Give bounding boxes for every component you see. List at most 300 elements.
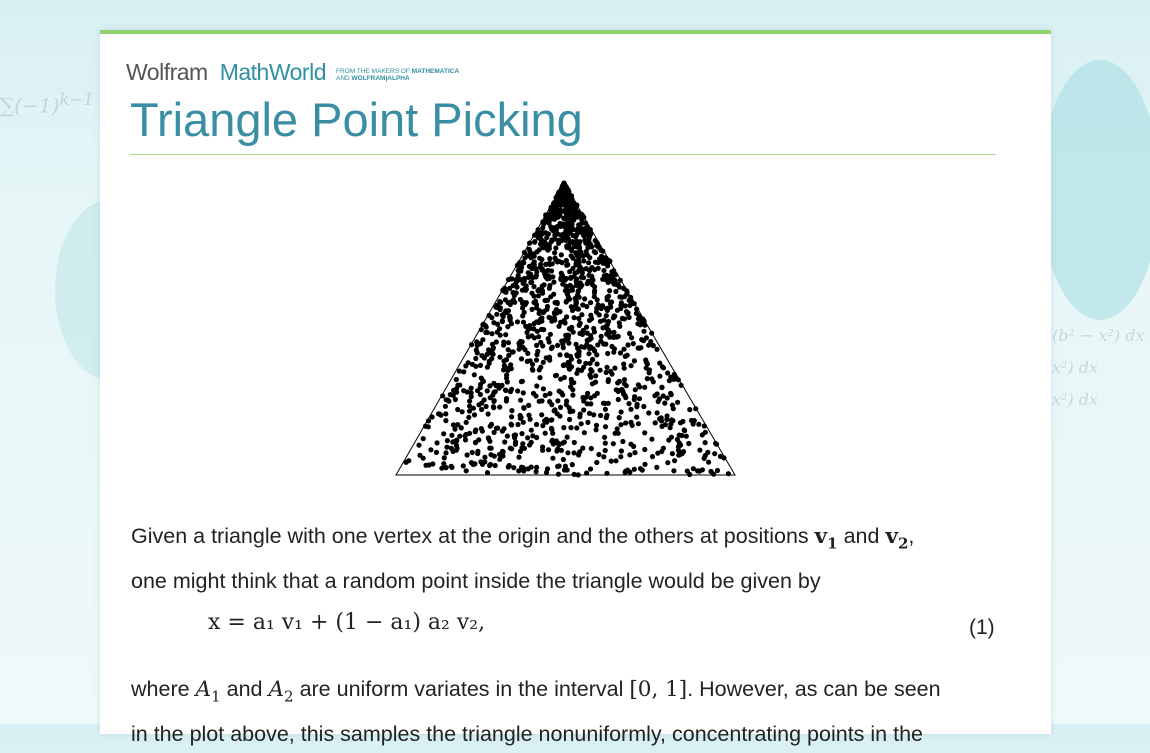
sample-point bbox=[619, 409, 624, 414]
sample-point bbox=[594, 460, 599, 465]
sample-point bbox=[586, 273, 591, 278]
sample-point bbox=[455, 383, 460, 388]
sample-point bbox=[581, 407, 586, 412]
sample-point bbox=[672, 458, 677, 463]
sample-point bbox=[565, 467, 570, 472]
sample-point bbox=[534, 383, 539, 388]
sample-point bbox=[428, 447, 433, 452]
sample-point bbox=[479, 327, 484, 332]
sample-point bbox=[548, 207, 553, 212]
sample-point bbox=[538, 262, 543, 267]
sample-point bbox=[621, 347, 626, 352]
p1-text-a: Given a triangle with one vertex at the origin and the others at positions bbox=[131, 524, 815, 548]
sample-point bbox=[538, 235, 543, 240]
sample-point bbox=[494, 426, 499, 431]
sample-point bbox=[574, 203, 579, 208]
sample-point bbox=[659, 385, 664, 390]
A2-symbol: A bbox=[268, 677, 285, 702]
sample-point bbox=[561, 221, 566, 226]
sample-point bbox=[521, 390, 526, 395]
sample-point bbox=[523, 288, 528, 293]
sample-point bbox=[629, 335, 634, 340]
sample-point bbox=[485, 388, 490, 393]
sample-point bbox=[561, 181, 566, 186]
sample-point bbox=[558, 207, 563, 212]
sample-point bbox=[567, 417, 572, 422]
sample-point bbox=[632, 358, 637, 363]
sample-point bbox=[533, 393, 538, 398]
sample-point bbox=[465, 452, 470, 457]
sample-point bbox=[670, 451, 675, 456]
sample-point bbox=[480, 337, 485, 342]
sample-point bbox=[642, 323, 647, 328]
sample-point bbox=[472, 412, 477, 417]
sample-point bbox=[687, 407, 692, 412]
sample-point bbox=[500, 449, 505, 454]
sample-point bbox=[551, 280, 556, 285]
sample-point bbox=[489, 331, 494, 336]
sample-point bbox=[487, 313, 492, 318]
sample-point bbox=[679, 383, 684, 388]
p2-and: and bbox=[220, 677, 269, 701]
sample-point bbox=[461, 369, 466, 374]
sample-point bbox=[442, 455, 447, 460]
sample-point bbox=[657, 374, 662, 379]
sample-point bbox=[594, 427, 599, 432]
sample-point bbox=[662, 401, 667, 406]
sample-point bbox=[576, 472, 581, 477]
sample-point bbox=[563, 284, 568, 289]
sample-point bbox=[506, 353, 511, 358]
sample-point bbox=[603, 448, 608, 453]
sample-point bbox=[497, 326, 502, 331]
sample-point bbox=[521, 420, 526, 425]
sample-point bbox=[561, 275, 566, 280]
sample-point bbox=[638, 466, 643, 471]
sample-point bbox=[479, 407, 484, 412]
sample-point bbox=[568, 384, 573, 389]
sample-point bbox=[435, 440, 440, 445]
sample-point bbox=[577, 331, 582, 336]
sample-point bbox=[665, 460, 670, 465]
sample-point bbox=[573, 210, 578, 215]
sample-point bbox=[498, 333, 503, 338]
p3-text: in the plot above, this samples the triangle nonuniformly, concentrating points in the bbox=[131, 722, 923, 747]
sample-point bbox=[588, 367, 593, 372]
sample-point bbox=[567, 326, 572, 331]
sample-point bbox=[546, 231, 551, 236]
sample-point bbox=[526, 413, 531, 418]
sample-point bbox=[521, 320, 526, 325]
sample-point bbox=[567, 361, 572, 366]
sample-point bbox=[620, 439, 625, 444]
sample-point bbox=[629, 363, 634, 368]
sample-point bbox=[509, 276, 514, 281]
sample-point bbox=[538, 365, 543, 370]
sample-point bbox=[513, 439, 518, 444]
sample-point bbox=[567, 269, 572, 274]
sample-point bbox=[588, 466, 593, 471]
sample-point bbox=[593, 380, 598, 385]
sample-point bbox=[661, 393, 666, 398]
sample-point bbox=[623, 354, 628, 359]
sample-point bbox=[491, 381, 496, 386]
sample-point bbox=[526, 334, 531, 339]
sample-point bbox=[443, 450, 448, 455]
sample-point bbox=[555, 398, 560, 403]
sample-point bbox=[637, 313, 642, 318]
sample-point bbox=[632, 467, 637, 472]
sample-point bbox=[655, 410, 660, 415]
sample-point bbox=[607, 288, 612, 293]
sample-point bbox=[692, 418, 697, 423]
sample-point bbox=[537, 399, 542, 404]
sample-point bbox=[495, 322, 500, 327]
sample-point bbox=[559, 448, 564, 453]
sample-point bbox=[475, 449, 480, 454]
sample-point bbox=[461, 463, 466, 468]
sample-point bbox=[529, 428, 534, 433]
sample-point bbox=[569, 304, 574, 309]
sample-point bbox=[554, 214, 559, 219]
sample-point bbox=[570, 256, 575, 261]
sample-point bbox=[605, 351, 610, 356]
sample-point bbox=[532, 294, 537, 299]
sample-point bbox=[631, 341, 636, 346]
sample-point bbox=[668, 375, 673, 380]
sample-point bbox=[430, 461, 435, 466]
sample-point bbox=[625, 342, 630, 347]
sample-point bbox=[604, 413, 609, 418]
sample-point bbox=[544, 470, 549, 475]
background-ornament-right bbox=[1040, 60, 1150, 320]
sample-point bbox=[547, 283, 552, 288]
sample-point bbox=[515, 422, 520, 427]
sample-point bbox=[687, 472, 692, 477]
sample-point bbox=[488, 424, 493, 429]
sample-point bbox=[511, 349, 516, 354]
sample-point bbox=[565, 333, 570, 338]
sample-point bbox=[459, 425, 464, 430]
sample-point bbox=[627, 315, 632, 320]
sample-point bbox=[516, 455, 521, 460]
sample-point bbox=[561, 425, 566, 430]
sample-point bbox=[609, 459, 614, 464]
sample-point bbox=[596, 245, 601, 250]
sample-point bbox=[669, 417, 674, 422]
sample-point bbox=[587, 318, 592, 323]
sample-point bbox=[649, 376, 654, 381]
sample-point bbox=[607, 258, 612, 263]
sample-point bbox=[587, 234, 592, 239]
sample-point bbox=[484, 404, 489, 409]
sample-point bbox=[485, 365, 490, 370]
sample-point bbox=[675, 400, 680, 405]
sample-point bbox=[602, 435, 607, 440]
sample-point bbox=[712, 451, 717, 456]
sample-point bbox=[653, 420, 658, 425]
sample-point bbox=[611, 330, 616, 335]
sample-point bbox=[451, 388, 456, 393]
sample-point bbox=[570, 393, 575, 398]
sample-point bbox=[543, 219, 548, 224]
sample-point bbox=[564, 245, 569, 250]
sample-point bbox=[555, 300, 560, 305]
sample-point bbox=[541, 386, 546, 391]
sample-point bbox=[541, 310, 546, 315]
sample-point bbox=[617, 324, 622, 329]
sample-point bbox=[454, 438, 459, 443]
sample-point bbox=[547, 358, 552, 363]
sample-point bbox=[615, 426, 620, 431]
sample-point bbox=[539, 257, 544, 262]
sample-point bbox=[533, 274, 538, 279]
sample-point bbox=[550, 345, 555, 350]
sample-point bbox=[417, 453, 422, 458]
sample-point bbox=[579, 275, 584, 280]
sample-point bbox=[549, 426, 554, 431]
sample-point bbox=[509, 366, 514, 371]
vector-v1 bbox=[814, 524, 838, 553]
triangle-point-figure bbox=[392, 179, 742, 479]
sample-point bbox=[630, 423, 635, 428]
sample-point bbox=[587, 411, 592, 416]
sample-point bbox=[686, 441, 691, 446]
sample-point bbox=[443, 418, 448, 423]
sample-point bbox=[569, 225, 574, 230]
sample-point bbox=[584, 266, 589, 271]
tagline-product2: WOLFRAM|ALPHA bbox=[351, 75, 410, 82]
sample-point bbox=[596, 452, 601, 457]
sample-point bbox=[541, 360, 546, 365]
sample-point bbox=[561, 363, 566, 368]
sample-point bbox=[711, 472, 716, 477]
sample-point bbox=[572, 440, 577, 445]
sample-point bbox=[441, 431, 446, 436]
sample-point bbox=[568, 425, 573, 430]
sample-point bbox=[714, 442, 719, 447]
sample-point bbox=[585, 226, 590, 231]
sample-point bbox=[654, 347, 659, 352]
sample-point bbox=[534, 343, 539, 348]
variable-A1 bbox=[195, 677, 221, 706]
sample-point bbox=[535, 231, 540, 236]
sample-point bbox=[635, 402, 640, 407]
sample-point bbox=[540, 343, 545, 348]
sample-point bbox=[532, 259, 537, 264]
sample-point bbox=[615, 308, 620, 313]
sample-point bbox=[525, 359, 530, 364]
sample-point bbox=[592, 294, 597, 299]
sample-point bbox=[572, 450, 577, 455]
sample-point bbox=[553, 245, 558, 250]
sample-point bbox=[521, 405, 526, 410]
sample-point bbox=[556, 472, 561, 477]
sample-point bbox=[506, 347, 511, 352]
sample-point bbox=[502, 426, 507, 431]
equation-1-number: (1) bbox=[969, 616, 995, 639]
sample-point bbox=[592, 348, 597, 353]
sample-point bbox=[579, 221, 584, 226]
sample-point bbox=[618, 454, 623, 459]
sample-point bbox=[589, 244, 594, 249]
sample-point bbox=[473, 356, 478, 361]
sample-point bbox=[534, 249, 539, 254]
sample-point bbox=[645, 376, 650, 381]
sample-point bbox=[668, 391, 673, 396]
sample-point bbox=[548, 294, 553, 299]
sample-point bbox=[598, 413, 603, 418]
sample-point bbox=[559, 252, 564, 257]
sample-point bbox=[516, 273, 521, 278]
sample-point bbox=[613, 289, 618, 294]
sample-point bbox=[426, 418, 431, 423]
sample-point bbox=[535, 329, 540, 334]
sample-point bbox=[534, 352, 539, 357]
sample-point bbox=[726, 471, 731, 476]
sample-point bbox=[593, 373, 598, 378]
sample-point bbox=[557, 463, 562, 468]
sample-point bbox=[517, 343, 522, 348]
sample-point bbox=[561, 345, 566, 350]
sample-point bbox=[491, 404, 496, 409]
sample-point bbox=[611, 315, 616, 320]
sample-point bbox=[601, 401, 606, 406]
sample-point bbox=[503, 332, 508, 337]
sample-point bbox=[509, 422, 514, 427]
sample-point bbox=[519, 356, 524, 361]
sample-point bbox=[569, 377, 574, 382]
sample-point bbox=[602, 275, 607, 280]
sample-point bbox=[700, 432, 705, 437]
sample-point bbox=[604, 471, 609, 476]
sample-point bbox=[592, 329, 597, 334]
sample-point bbox=[547, 339, 552, 344]
sample-point bbox=[558, 202, 563, 207]
sample-point bbox=[558, 405, 563, 410]
sample-point bbox=[492, 454, 497, 459]
sample-point bbox=[589, 446, 594, 451]
sample-point bbox=[445, 397, 450, 402]
sample-point bbox=[469, 460, 474, 465]
sample-point bbox=[486, 411, 491, 416]
sample-point bbox=[449, 446, 454, 451]
sample-point bbox=[440, 393, 445, 398]
sample-point bbox=[612, 366, 617, 371]
sample-point bbox=[677, 440, 682, 445]
sample-point bbox=[576, 307, 581, 312]
sample-point bbox=[478, 385, 483, 390]
sample-point bbox=[527, 241, 532, 246]
sample-point bbox=[508, 389, 513, 394]
sample-point bbox=[578, 284, 583, 289]
sample-point bbox=[547, 391, 552, 396]
sample-point bbox=[552, 237, 557, 242]
sample-point bbox=[444, 445, 449, 450]
sample-point bbox=[617, 285, 622, 290]
sample-point bbox=[464, 432, 469, 437]
sample-point bbox=[537, 375, 542, 380]
sample-point bbox=[564, 402, 569, 407]
sample-point bbox=[549, 402, 554, 407]
sample-point bbox=[529, 307, 534, 312]
sample-point bbox=[494, 312, 499, 317]
sample-point bbox=[595, 342, 600, 347]
sample-point bbox=[520, 301, 525, 306]
sample-point bbox=[702, 423, 707, 428]
sample-point bbox=[534, 435, 539, 440]
sample-point bbox=[526, 403, 531, 408]
sample-point bbox=[588, 300, 593, 305]
sample-point bbox=[623, 395, 628, 400]
sample-point bbox=[611, 335, 616, 340]
sample-point bbox=[648, 339, 653, 344]
sample-point bbox=[697, 469, 702, 474]
sample-point bbox=[649, 437, 654, 442]
sample-point bbox=[584, 470, 589, 475]
sample-point bbox=[549, 417, 554, 422]
sample-point bbox=[487, 463, 492, 468]
sample-point bbox=[517, 260, 522, 265]
sample-point bbox=[671, 406, 676, 411]
sample-point bbox=[584, 325, 589, 330]
site-logo[interactable] bbox=[126, 59, 459, 86]
sample-point bbox=[629, 299, 634, 304]
point-cloud bbox=[404, 181, 732, 478]
sample-point bbox=[582, 296, 587, 301]
sample-point bbox=[623, 420, 628, 425]
sample-point bbox=[603, 342, 608, 347]
sample-point bbox=[715, 468, 720, 473]
tagline-line1: FROM THE MAKERS OF bbox=[335, 68, 410, 75]
sample-point bbox=[528, 280, 533, 285]
sample-point bbox=[562, 375, 567, 380]
sample-point bbox=[464, 468, 469, 473]
sample-point bbox=[622, 294, 627, 299]
sample-point bbox=[501, 367, 506, 372]
tagline-line2: AND bbox=[335, 75, 350, 82]
sample-point bbox=[609, 372, 614, 377]
sample-point bbox=[657, 361, 662, 366]
sample-point bbox=[552, 408, 557, 413]
sample-point bbox=[521, 465, 526, 470]
tagline-product1: MATHEMATICA bbox=[411, 68, 460, 75]
sample-point bbox=[525, 351, 530, 356]
sample-point bbox=[696, 422, 701, 427]
sample-point bbox=[493, 463, 498, 468]
sample-point bbox=[466, 415, 471, 420]
sample-point bbox=[554, 373, 559, 378]
sample-point bbox=[473, 427, 478, 432]
background-formula-right: (b² − x²) dx x²) dx x²) dx bbox=[1052, 326, 1145, 409]
sample-point bbox=[576, 244, 581, 249]
sample-point bbox=[642, 462, 647, 467]
sample-point bbox=[509, 408, 514, 413]
sample-point bbox=[718, 454, 723, 459]
sample-point bbox=[479, 426, 484, 431]
sample-point bbox=[599, 306, 604, 311]
sample-point bbox=[557, 197, 562, 202]
sample-point bbox=[555, 343, 560, 348]
sample-point bbox=[606, 319, 611, 324]
sample-point bbox=[542, 282, 547, 287]
sample-point bbox=[559, 339, 564, 344]
sample-point bbox=[632, 450, 637, 455]
sample-point bbox=[645, 361, 650, 366]
sample-point bbox=[476, 437, 481, 442]
sample-point bbox=[655, 391, 660, 396]
sample-point bbox=[503, 388, 508, 393]
